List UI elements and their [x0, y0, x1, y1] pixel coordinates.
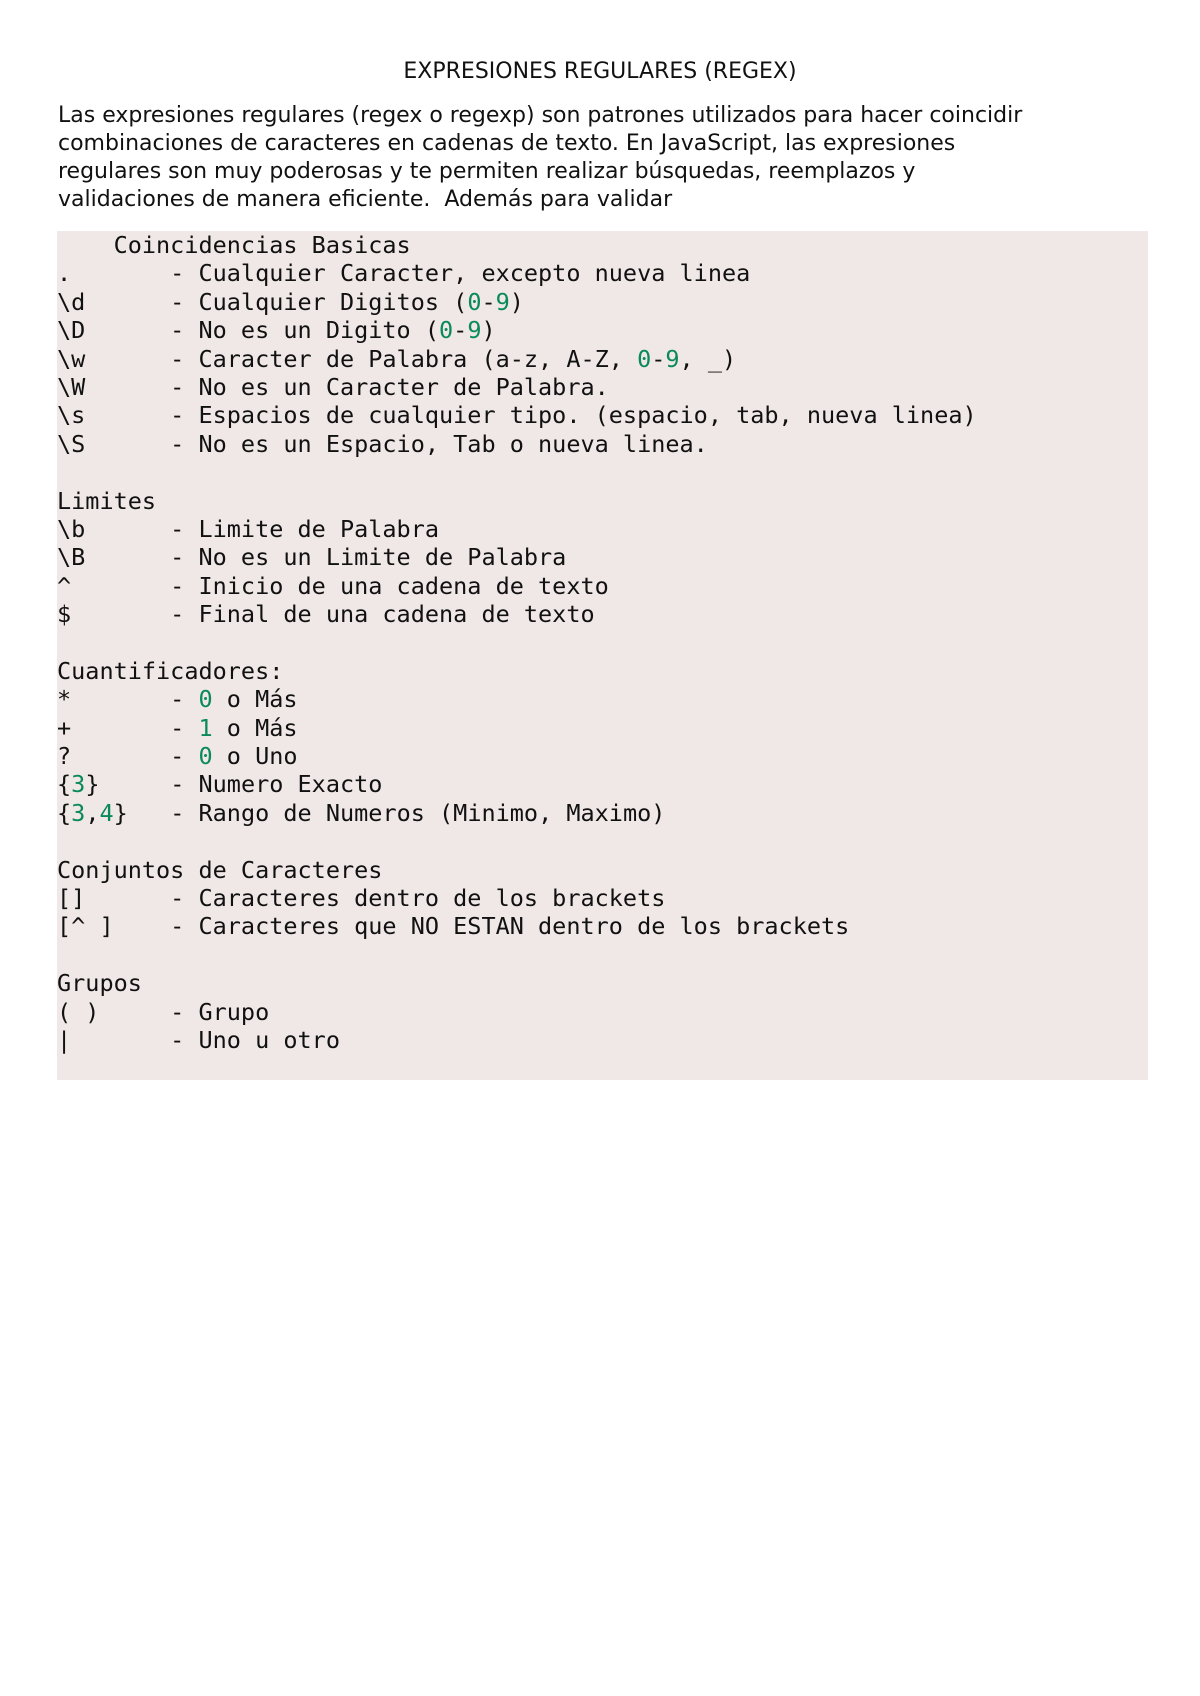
code-text: Conjuntos de Caracteres	[57, 855, 383, 884]
code-text: $ - Final de una cadena de texto	[57, 600, 595, 629]
code-line	[57, 714, 977, 742]
code-line	[57, 998, 977, 1026]
code-line	[57, 856, 977, 884]
code-text: o Más	[212, 713, 298, 742]
code-text: [] - Caracteres dentro de los brackets	[57, 883, 666, 912]
code-text: + -	[57, 713, 199, 742]
intro-line: validaciones de manera eficiente. Además para validar	[58, 187, 673, 212]
code-line	[57, 373, 977, 401]
code-text: } - Rango de Numeros (Minimo, Maximo)	[113, 798, 666, 827]
code-text: o Más	[212, 685, 298, 714]
code-line	[57, 430, 977, 458]
code-text: \s - Espacios de cualquier tipo. (espacio, tab, nueva linea)	[57, 401, 977, 430]
code-text: Coincidencias Basicas	[57, 231, 411, 259]
code-line	[57, 515, 977, 543]
code-number: 1	[198, 713, 213, 742]
intro-paragraph	[58, 102, 1158, 214]
code-line	[57, 345, 977, 373]
code-number: 9	[495, 287, 510, 316]
code-line	[57, 316, 977, 344]
code-text: ^ - Inicio de una cadena de texto	[57, 571, 609, 600]
code-line	[57, 657, 977, 685]
code-number: 3	[71, 770, 86, 799]
code-text: -	[651, 344, 666, 373]
code-text: )	[481, 316, 496, 345]
code-text: . - Cualquier Caracter, excepto nueva linea	[57, 259, 751, 288]
code-text: | - Uno u otro	[57, 1025, 340, 1054]
code-line	[57, 912, 977, 940]
code-text: {	[57, 798, 72, 827]
code-text: -	[481, 287, 496, 316]
code-number: 9	[467, 316, 482, 345]
code-line	[57, 600, 977, 628]
code-text: \b - Limite de Palabra	[57, 514, 440, 543]
code-text: Limites	[57, 486, 157, 515]
code-text: ? -	[57, 742, 199, 771]
code-text: ( ) - Grupo	[57, 997, 270, 1026]
code-line	[57, 827, 977, 855]
intro-line: combinaciones de caracteres en cadenas de texto. En JavaScript, las expresiones	[58, 131, 956, 156]
code-number: 9	[665, 344, 680, 373]
code-text: )	[509, 287, 524, 316]
code-line	[57, 742, 977, 770]
intro-line: regulares son muy poderosas y te permiten realizar búsquedas, reemplazos y	[58, 159, 916, 184]
code-text: \d - Cualquier Digitos (	[57, 287, 468, 316]
code-text: Cuantificadores:	[57, 656, 284, 685]
code-line	[57, 941, 977, 969]
code-line	[57, 288, 977, 316]
code-line	[57, 628, 977, 656]
code-line	[57, 572, 977, 600]
code-number: 0	[198, 742, 213, 771]
code-line	[57, 969, 977, 997]
code-text: ,	[85, 798, 100, 827]
code-number: 3	[71, 798, 86, 827]
code-text: [^ ] - Caracteres que NO ESTAN dentro de los brackets	[57, 912, 850, 941]
intro-line: Las expresiones regulares (regex o regexp) son patrones utilizados para hacer coincidir	[58, 103, 1023, 128]
code-line	[57, 1026, 977, 1054]
code-text: \S - No es un Espacio, Tab o nueva linea.	[57, 429, 708, 458]
code-text: } - Numero Exacto	[85, 770, 383, 799]
code-text: Grupos	[57, 969, 142, 998]
code-line	[57, 401, 977, 429]
code-text: o Uno	[212, 742, 298, 771]
code-text: , _)	[679, 344, 737, 373]
code-line	[57, 487, 977, 515]
code-number: 0	[637, 344, 652, 373]
page-title: EXPRESIONES REGULARES (REGEX)	[403, 59, 797, 84]
code-line	[57, 259, 977, 287]
code-line	[57, 458, 977, 486]
code-text: -	[453, 316, 468, 345]
code-number: 0	[198, 685, 213, 714]
code-line	[57, 685, 977, 713]
code-line	[57, 770, 977, 798]
code-line	[57, 231, 977, 259]
code-text: {	[57, 770, 72, 799]
code-number: 0	[439, 316, 454, 345]
code-lines	[57, 231, 977, 1054]
code-text: \W - No es un Caracter de Palabra.	[57, 372, 609, 401]
code-text: \B - No es un Limite de Palabra	[57, 543, 567, 572]
code-number: 4	[99, 798, 114, 827]
code-text: * -	[57, 685, 199, 714]
code-number: 0	[467, 287, 482, 316]
code-block	[57, 231, 1148, 1080]
code-text: \w - Caracter de Palabra (a-z, A-Z,	[57, 344, 638, 373]
code-line	[57, 884, 977, 912]
code-line	[57, 799, 977, 827]
code-text: \D - No es un Digito (	[57, 316, 440, 345]
code-line	[57, 543, 977, 571]
